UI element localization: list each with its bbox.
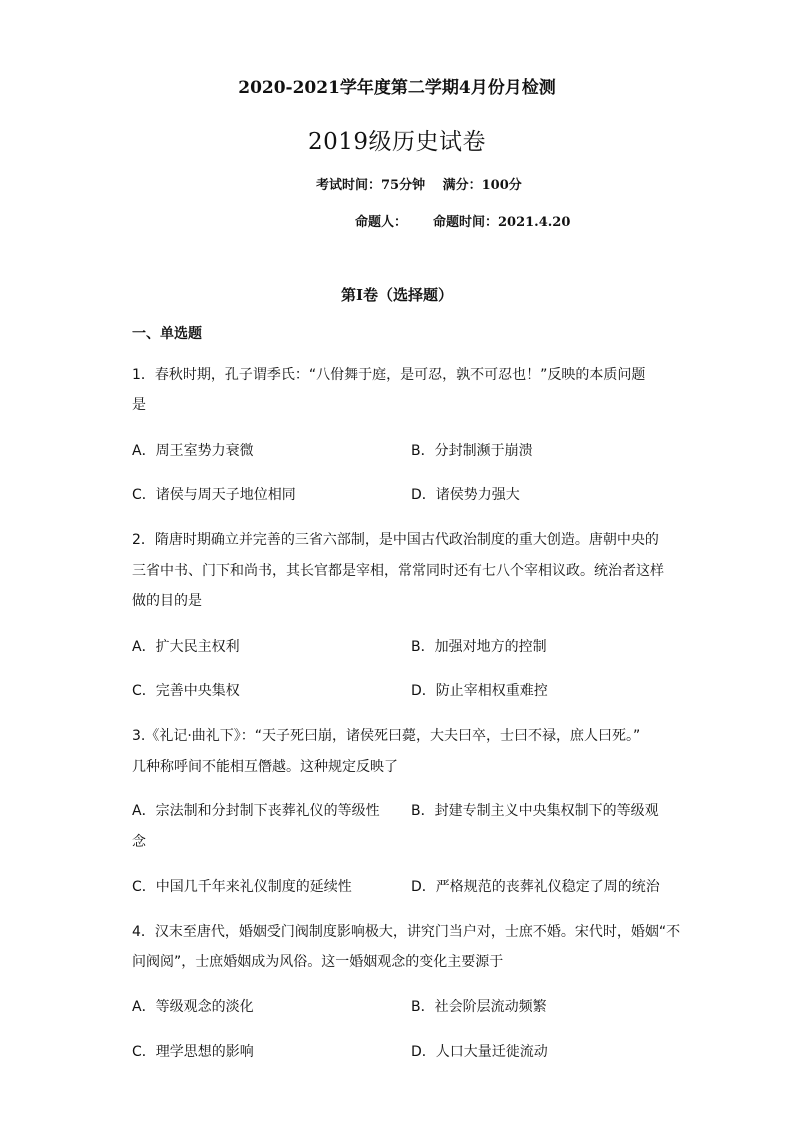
question-3-text-line-1: 3.《礼记·曲礼下》：“天子死曰崩，诸侯死曰薨，大夫曰卒，士曰不禄，庶人曰死。”	[132, 728, 641, 744]
question-1-option-b[interactable]: B．分封制濒于崩溃	[411, 443, 533, 459]
question-3-option-b[interactable]: B．封建专制主义中央集权制下的等级观	[411, 803, 659, 819]
date-label: 命题时间：2021.4.20	[433, 215, 571, 230]
part-title: 一、单选题	[132, 326, 202, 342]
question-1-text-line-2: 是	[132, 397, 146, 413]
question-1-option-a[interactable]: A．周王室势力衰微	[132, 443, 254, 459]
section-title: 第I卷（选择题）	[340, 286, 454, 304]
question-2-option-d[interactable]: D．防止宰相权重难控	[411, 683, 548, 699]
question-3-option-c[interactable]: C．中国几千年来礼仪制度的延续性	[132, 879, 352, 895]
question-4-option-a[interactable]: A．等级观念的淡化	[132, 999, 254, 1015]
question-1-option-d[interactable]: D．诸侯势力强大	[411, 487, 520, 503]
question-4-option-c[interactable]: C．理学思想的影响	[132, 1044, 254, 1060]
question-4-option-d[interactable]: D．人口大量迁徙流动	[411, 1044, 548, 1060]
question-3-option-a[interactable]: A．宗法制和分封制下丧葬礼仪的等级性	[132, 803, 380, 819]
question-4-text-line-1: 4．汉末至唐代，婚姻受门阀制度影响极大，讲究门当户对，士庶不婚。宋代时，婚姻“不	[132, 924, 681, 940]
exam-info: 考试时间：75分钟 满分：100分	[316, 178, 522, 193]
question-1-option-c[interactable]: C．诸侯与周天子地位相同	[132, 487, 296, 503]
question-4-option-b[interactable]: B．社会阶层流动频繁	[411, 999, 547, 1015]
question-2-option-a[interactable]: A．扩大民主权利	[132, 639, 240, 655]
author-label: 命题人：	[355, 215, 408, 230]
question-3-option-d[interactable]: D．严格规范的丧葬礼仪稳定了周的统治	[411, 879, 660, 895]
question-2-text-line-1: 2．隋唐时期确立并完善的三省六部制，是中国古代政治制度的重大创造。唐朝中央的	[132, 532, 659, 548]
question-2-text-line-2: 三省中书、门下和尚书，其长官都是宰相，常常同时还有七八个宰相议政。统治者这样	[132, 563, 664, 579]
question-2-text-line-3: 做的目的是	[132, 593, 202, 609]
question-3-option-b-continued[interactable]: 念	[132, 834, 146, 850]
exam-title-line2: 2019级历史试卷	[307, 129, 487, 155]
question-1-text-line-1: 1．春秋时期，孔子谓季氏：“八佾舞于庭，是可忍，孰不可忍也！”反映的本质问题	[132, 367, 646, 383]
question-2-option-b[interactable]: B．加强对地方的控制	[411, 639, 547, 655]
question-3-text-line-2: 几种称呼间不能相互僭越。这种规定反映了	[132, 759, 398, 775]
question-4-text-line-2: 问阀阅”，士庶婚姻成为风俗。这一婚姻观念的变化主要源于	[132, 954, 504, 970]
question-2-option-c[interactable]: C．完善中央集权	[132, 683, 240, 699]
exam-title-line1: 2020-2021学年度第二学期4月份月检测	[238, 78, 556, 98]
